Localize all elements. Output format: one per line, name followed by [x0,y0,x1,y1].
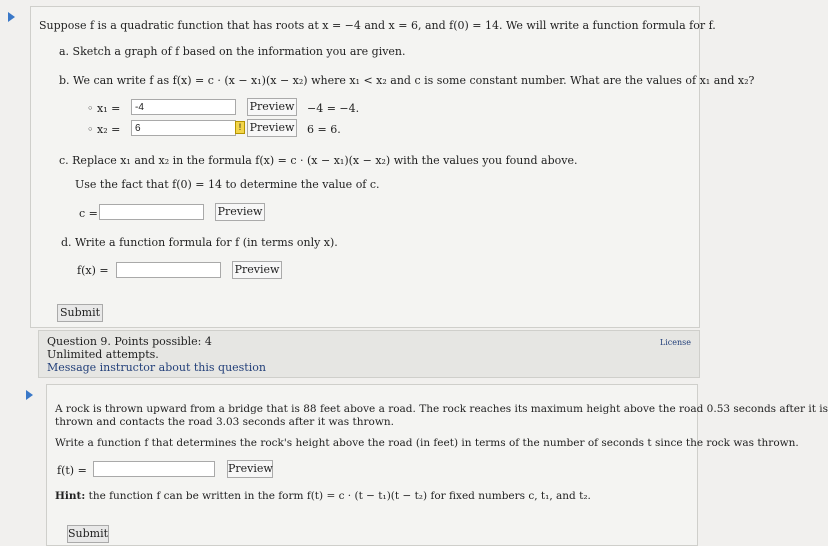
ft-label: f(t) = [57,464,87,477]
q9-submit-button[interactable]: Submit [67,525,109,543]
x1-input[interactable] [131,99,236,115]
q8-part-c: c. Replace x₁ and x₂ in the formula f(x) = c · (x − x₁)(x − x₂) with the values you found above. [59,154,578,167]
ft-preview-button[interactable]: Preview [227,460,273,478]
hint-text: the function f can be written in the form f(t) = c · (t − t₁)(t − t₂) for fixed numbers c, t₁, and t₂. [88,490,591,502]
fx-input[interactable] [116,262,221,278]
c-preview-button[interactable]: Preview [215,203,265,221]
q8-part-d: d. Write a function formula for f (in terms only x). [61,236,338,249]
collapse-arrow-icon[interactable] [26,390,33,400]
x2-label: ◦ x₂ = [87,123,121,136]
q8-part-c-hint: Use the fact that f(0) = 14 to determine the value of c. [75,178,380,191]
warning-icon[interactable]: ! [235,121,245,134]
question-9-attempts: Unlimited attempts. [47,348,159,361]
hint-label: Hint: [55,490,86,502]
question-9-points: Question 9. Points possible: 4 [47,335,212,348]
q8-intro: Suppose f is a quadratic function that has roots at x = −4 and x = 6, and f(0) = 14. We will write a function formula for f. [39,19,716,32]
x2-input[interactable] [131,120,236,136]
question-9-panel [46,384,828,546]
q9-hint [55,490,591,502]
q9-prompt: Write a function f that determines the rock's height above the road (in feet) in terms of the number of seconds t since the rock was thrown. [55,437,799,449]
collapse-arrow-icon[interactable] [8,12,15,22]
ft-input[interactable] [93,461,215,477]
x1-preview-output: −4 = −4. [307,102,360,115]
fx-label: f(x) = [77,264,109,277]
q8-part-b: b. We can write f as f(x) = c · (x − x₁)(x − x₂) where x₁ < x₂ and c is some constant number. What are the values of x₁ and x₂? [59,74,755,87]
c-label: c = [79,207,98,220]
c-input[interactable] [99,204,204,220]
x1-label: ◦ x₁ = [87,102,121,115]
q9-text-line-2: thrown and contacts the road 3.03 seconds after it was thrown. [55,416,394,428]
message-instructor-link[interactable]: Message instructor about this question [47,361,266,374]
fx-preview-button[interactable]: Preview [232,261,282,279]
x2-preview-output: 6 = 6. [307,123,341,136]
x1-preview-button[interactable]: Preview [247,98,297,116]
q8-part-a: a. Sketch a graph of f based on the information you are given. [59,45,406,58]
q9-text-line-1: A rock is thrown upward from a bridge that is 88 feet above a road. The rock reaches its maximum height above the road 0.53 seconds after it is [55,403,828,415]
x2-preview-button[interactable]: Preview [247,119,297,137]
question-9-info [38,330,700,378]
question-8-panel [30,6,755,328]
license-link[interactable]: License [659,338,691,347]
q8-submit-button[interactable]: Submit [57,304,103,322]
